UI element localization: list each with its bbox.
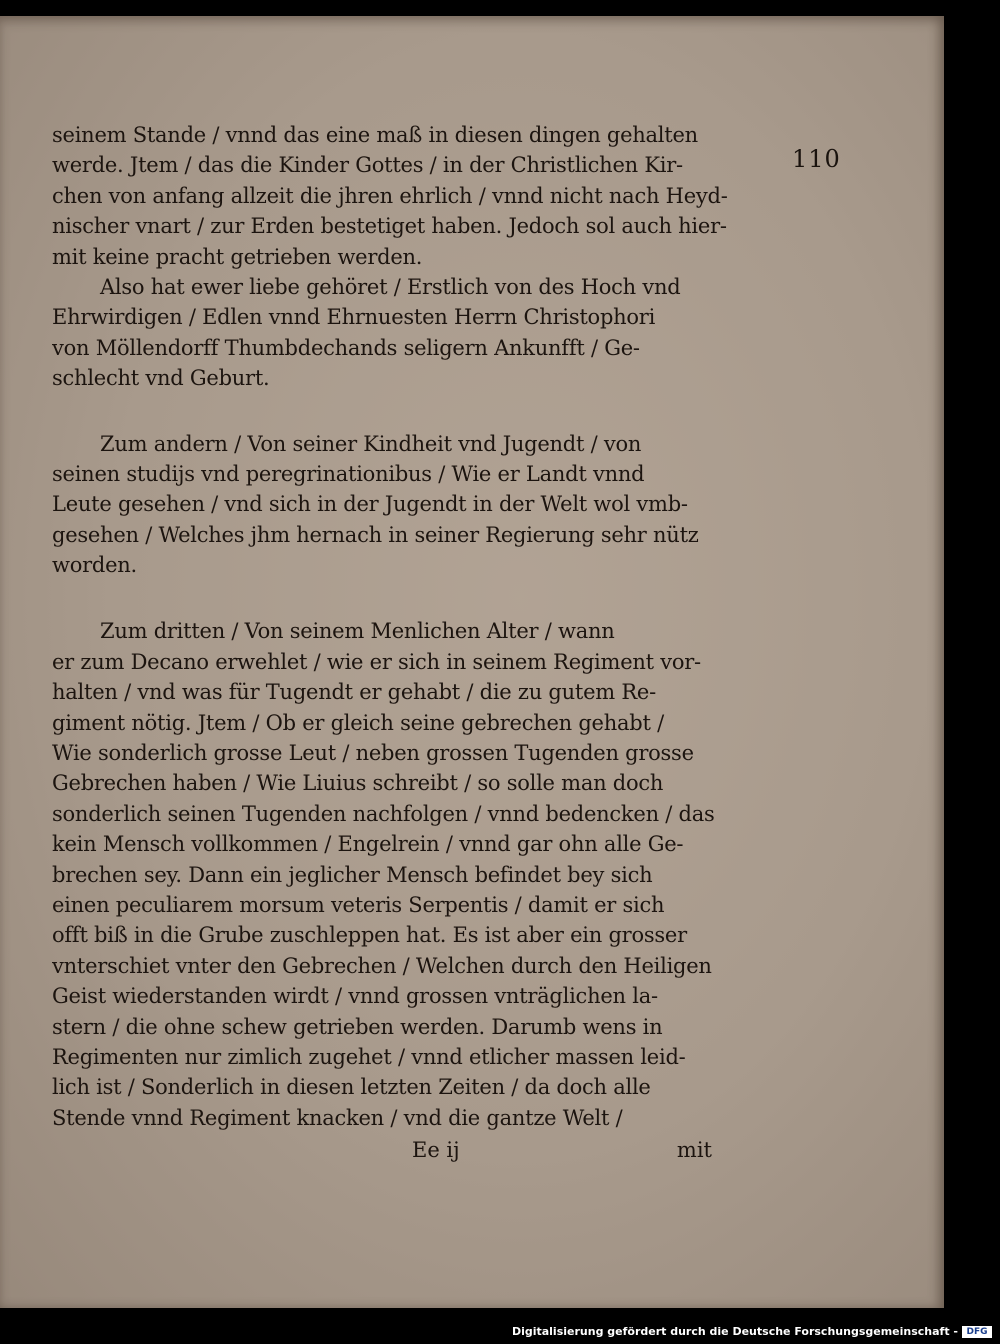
text-line: nischer vnart / zur Erden bestetiget haben. Jedoch sol auch hier- bbox=[52, 214, 727, 239]
text-line: Zum dritten / Von seinem Menlichen Alter / wann bbox=[100, 619, 615, 644]
text-line: einen peculiarem morsum veteris Serpentis / damit er sich bbox=[52, 892, 665, 917]
page-number: 110 bbox=[792, 145, 841, 173]
text-line: gesehen / Welches jhm hernach in seiner Regierung sehr nütz bbox=[52, 522, 699, 547]
text-line: Zum andern / Von seiner Kindheit vnd Jugendt / von bbox=[100, 431, 642, 456]
text-line: worden. bbox=[52, 553, 137, 578]
text-line: Ehrwirdigen / Edlen vnnd Ehrnuesten Herrn Christophori bbox=[52, 305, 656, 330]
text-line: Regimenten nur zimlich zugehet / vnnd etlicher massen leid- bbox=[52, 1044, 686, 1069]
text-line: seinem Stande / vnnd das eine maß in diesen dingen gehalten bbox=[52, 123, 698, 147]
text-line: schlecht vnd Geburt. bbox=[52, 366, 270, 391]
catchword: mit bbox=[676, 1138, 712, 1162]
text-line: seinen studijs vnd peregrinationibus / Wie er Landt vnnd bbox=[52, 461, 645, 486]
paragraph-gap bbox=[52, 394, 742, 429]
text-line: lich ist / Sonderlich in diesen letzten Zeiten / da doch alle bbox=[52, 1075, 651, 1100]
text-line: Wie sonderlich grosse Leut / neben grossen Tugenden grosse bbox=[52, 741, 694, 766]
text-line: kein Mensch vollkommen / Engelrein / vnnd gar ohn alle Ge- bbox=[52, 832, 684, 857]
signature-mark: Ee ij bbox=[412, 1138, 460, 1162]
text-line: offt biß in die Grube zuschleppen hat. Es ist aber ein grosser bbox=[52, 923, 687, 948]
text-line: Stende vnnd Regiment knacken / vnd die gantze Welt / bbox=[52, 1105, 623, 1130]
text-line: stern / die ohne schew getrieben werden. Darumb wens in bbox=[52, 1014, 663, 1039]
text-line: von Möllendorff Thumbdechands seligern Ankunfft / Ge- bbox=[52, 335, 640, 360]
text-line: Also hat ewer liebe gehöret / Erstlich von des Hoch vnd bbox=[100, 274, 681, 299]
text-line: mit keine pracht getrieben werden. bbox=[52, 244, 423, 269]
text-line: Gebrechen haben / Wie Liuius schreibt / so solle man doch bbox=[52, 771, 664, 796]
dfg-logo: DFG bbox=[962, 1326, 992, 1338]
digitization-credit: Digitalisierung gefördert durch die Deutsche Forschungsgemeinschaft - bbox=[511, 1325, 958, 1338]
text-line: giment nötig. Jtem / Ob er gleich seine gebrechen gehabt / bbox=[52, 710, 664, 735]
text-line: werde. Jtem / das die Kinder Gottes / in der Christlichen Kir- bbox=[52, 153, 683, 178]
page-footer-marks bbox=[52, 1138, 742, 1172]
text-line: er zum Decano erwehlet / wie er sich in seinem Regiment vor- bbox=[52, 649, 701, 674]
text-line: sonderlich seinen Tugenden nachfolgen / vnnd bedencken / das bbox=[52, 801, 715, 826]
text-line: brechen sey. Dann ein jeglicher Mensch befindet bey sich bbox=[52, 862, 653, 887]
text-line: Geist wiederstanden wirdt / vnnd grossen vnträglichen la- bbox=[52, 984, 658, 1009]
text-line: vnterschiet vnter den Gebrechen / Welchen durch den Heiligen bbox=[52, 953, 712, 978]
body-text bbox=[52, 120, 742, 1133]
text-line: chen von anfang allzeit die jhren ehrlich / vnnd nicht nach Heyd- bbox=[52, 183, 728, 208]
text-line: Leute gesehen / vnd sich in der Jugendt in der Welt wol vmb- bbox=[52, 492, 688, 517]
paragraph-gap bbox=[52, 580, 742, 616]
book-page bbox=[0, 16, 944, 1308]
text-line: halten / vnd was für Tugendt er gehabt / die zu gutem Re- bbox=[52, 680, 656, 705]
